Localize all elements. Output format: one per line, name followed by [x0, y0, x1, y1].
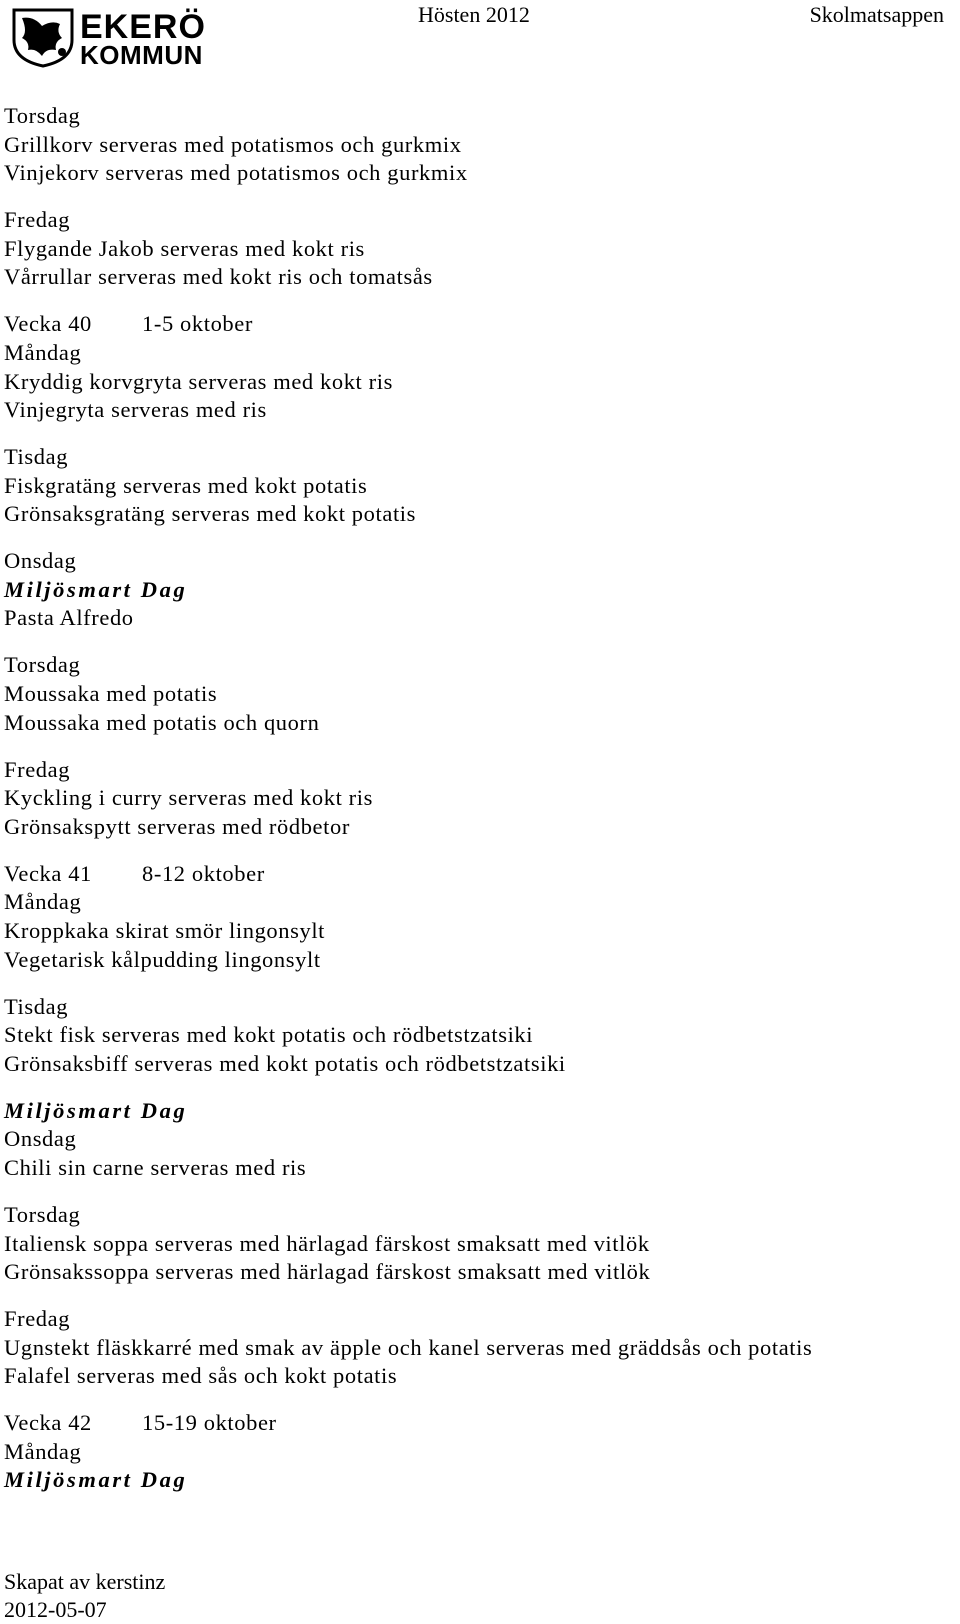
dish-item: Ugnstekt fläskkarré med smak av äpple och kanel serveras med gräddsås och potatis — [4, 1334, 813, 1360]
week-heading — [4, 1409, 954, 1438]
day-group — [4, 1201, 954, 1287]
group-spacer — [4, 841, 954, 859]
day-label: Tisdag — [4, 444, 69, 470]
ekero-kommun-logo — [12, 6, 292, 68]
term-title: Hösten 2012 — [418, 2, 530, 27]
group-spacer — [4, 737, 954, 755]
dish-item: Grillkorv serveras med potatismos och gurkmix — [4, 131, 462, 157]
dish-item: Moussaka med potatis och quorn — [4, 709, 320, 735]
dish-item: Kyckling i curry serveras med kokt ris — [4, 785, 373, 811]
day-group — [4, 1097, 954, 1183]
day-group — [4, 993, 954, 1079]
dish-item: Vårrullar serveras med kokt ris och tomatsås — [4, 264, 433, 290]
group-spacer — [4, 1287, 954, 1305]
dish-item: Pasta Alfredo — [4, 605, 134, 631]
dish-item: Vinjekorv serveras med potatismos och gurkmix — [4, 160, 468, 186]
day-label: Torsdag — [4, 1201, 81, 1227]
miljosmart-label: Miljösmart Dag — [4, 1467, 188, 1493]
dish-item: Grönsaksbiff serveras med kokt potatis och rödbetstzatsiki — [4, 1050, 566, 1076]
day-group — [4, 756, 954, 842]
group-spacer — [4, 1078, 954, 1096]
logo-subtext: KOMMUN — [80, 40, 203, 68]
day-label: Torsdag — [4, 652, 81, 678]
dish-item: Flygande Jakob serveras med kokt ris — [4, 235, 365, 261]
dish-item: Falafel serveras med sås och kokt potatis — [4, 1363, 398, 1389]
day-label: Måndag — [4, 889, 82, 915]
group-spacer — [4, 974, 954, 992]
day-label: Tisdag — [4, 993, 69, 1019]
week-heading — [4, 860, 954, 889]
day-group — [4, 443, 954, 529]
miljosmart-label: Miljösmart Dag — [4, 576, 188, 602]
day-group — [4, 651, 954, 737]
menu-list — [4, 102, 954, 1495]
dish-item: Grönsakssoppa serveras med härlagad färskost smaksatt med vitlök — [4, 1259, 651, 1285]
day-label: Fredag — [4, 207, 71, 233]
day-label: Måndag — [4, 1438, 82, 1464]
day-group — [4, 206, 954, 292]
week-dates: 8-12 oktober — [142, 860, 265, 886]
logo-text: EKERÖ — [80, 8, 206, 46]
created-by: Skapat av kerstinz — [4, 1569, 166, 1594]
day-label: Onsdag — [4, 548, 77, 574]
day-group — [4, 547, 954, 633]
group-spacer — [4, 425, 954, 443]
day-label: Måndag — [4, 339, 82, 365]
day-group — [4, 310, 954, 424]
dish-item: Kroppkaka skirat smör lingonsylt — [4, 917, 326, 943]
group-spacer — [4, 529, 954, 547]
day-label: Onsdag — [4, 1126, 77, 1152]
day-label: Fredag — [4, 756, 71, 782]
day-label: Torsdag — [4, 103, 81, 128]
group-spacer — [4, 1391, 954, 1409]
dish-item: Chili sin carne serveras med ris — [4, 1154, 307, 1180]
dish-item: Stekt fisk serveras med kokt potatis och rödbetstzatsiki — [4, 1022, 534, 1048]
day-group — [4, 1305, 954, 1391]
dish-item: Grönsakspytt serveras med rödbetor — [4, 813, 350, 839]
dish-item: Fiskgratäng serveras med kokt potatis — [4, 472, 368, 498]
dish-item: Vinjegryta serveras med ris — [4, 397, 267, 423]
week-label: Vecka 40 — [4, 311, 92, 337]
group-spacer — [4, 1183, 954, 1201]
dish-item: Moussaka med potatis — [4, 681, 218, 707]
group-spacer — [4, 292, 954, 310]
week-dates: 1-5 oktober — [142, 311, 253, 337]
group-spacer — [4, 188, 954, 206]
day-group — [4, 1409, 954, 1495]
dish-item: Italiensk soppa serveras med härlagad färskost smaksatt med vitlök — [4, 1230, 650, 1256]
week-dates: 15-19 oktober — [142, 1410, 277, 1436]
miljosmart-label: Miljösmart Dag — [4, 1097, 188, 1123]
day-group — [4, 102, 954, 188]
dish-item: Vegetarisk kålpudding lingonsylt — [4, 946, 321, 972]
day-group — [4, 860, 954, 974]
dish-item: Grönsaksgratäng serveras med kokt potatis — [4, 501, 416, 527]
dish-item: Kryddig korvgryta serveras med kokt ris — [4, 368, 393, 394]
app-name: Skolmatsappen — [809, 2, 944, 27]
footer — [4, 1568, 165, 1624]
created-date: 2012-05-07 — [4, 1597, 107, 1622]
week-label: Vecka 41 — [4, 860, 92, 886]
group-spacer — [4, 633, 954, 651]
oak-leaf-crest-icon — [14, 10, 72, 66]
week-label: Vecka 42 — [4, 1410, 92, 1436]
week-heading — [4, 310, 954, 339]
day-label: Fredag — [4, 1306, 71, 1332]
